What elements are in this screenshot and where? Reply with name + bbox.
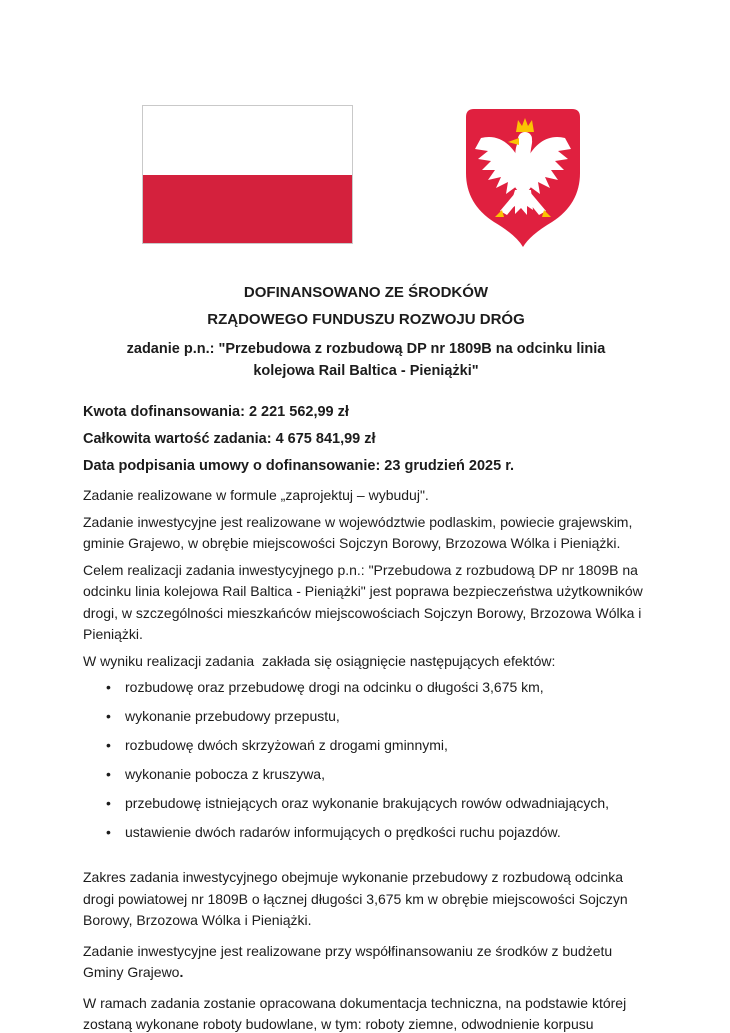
bullet-ditches: • przebudowę istniejących oraz wykonanie brakujących rowów odwadniających, xyxy=(83,793,649,814)
bullet-marker: • xyxy=(106,708,111,724)
paragraph-formula: Zadanie realizowane w formule „zaprojektuj – wybuduj". xyxy=(83,487,429,503)
document-header xyxy=(0,0,730,250)
paragraph-location: Zadanie inwestycyjne jest realizowane w województwie podlaskim, powiecie grajewskim, gminie Grajewo, w obrębie miejscowości Sojczyn Borowy, Brzozowa Wólka i Pieniążki. xyxy=(83,513,637,551)
flag-red-stripe xyxy=(143,175,352,244)
bullet-marker: • xyxy=(106,824,111,840)
bullet-shoulder: • wykonanie pobocza z kruszywa, xyxy=(83,764,649,785)
funding-facts xyxy=(83,404,649,474)
bullet-marker: • xyxy=(106,766,111,782)
bullet-marker: • xyxy=(106,795,111,811)
poland-flag-icon xyxy=(142,105,353,244)
document-body xyxy=(83,250,649,1033)
fact-funding-amount: Kwota dofinansowania: 2 221 562,99 zł xyxy=(83,404,349,420)
bullet-intersections: • rozbudowę dwóch skrzyżowań z drogami gminnymi, xyxy=(83,735,649,756)
title-task-name: zadanie p.n.: "Przebudowa z rozbudową DP nr 1809B na odcinku linia kolejowa Rail Baltica - Pieniążki" xyxy=(126,341,610,379)
effects-bullet-list xyxy=(83,677,649,843)
bullet-radars: • ustawienie dwóch radarów informujących o prędkości ruchu pojazdów. xyxy=(83,822,649,843)
paragraph-cofinancing: Zadanie inwestycyjne jest realizowane przy współfinansowaniu ze środków z budżetu Gminy Grajewo. xyxy=(83,942,617,980)
title-funding-source-line1: DOFINANSOWANO ZE ŚRODKÓW xyxy=(243,284,489,301)
bullet-marker: • xyxy=(106,679,111,695)
bold-period: . xyxy=(179,964,184,980)
bullet-marker: • xyxy=(106,737,111,753)
paragraph-goal: Celem realizacji zadania inwestycyjnego p.n.: "Przebudowa z rozbudową DP nr 1809B na odcinku linia kolejowa Rail Baltica - Pieniążki" jest poprawa bezpieczeństwa użytkowników drogi, w szczególności mieszkańców miejscowościach Sojczyn Borowy, Brzozowa Wólka i Pieniążki. xyxy=(83,561,647,642)
title-funding-source-line2: RZĄDOWEGO FUNDUSZU ROZWOJU DRÓG xyxy=(207,311,525,328)
flag-white-stripe xyxy=(143,106,352,175)
bullet-culvert: • wykonanie przebudowy przepustu, xyxy=(83,706,649,727)
paragraph-scope: Zakres zadania inwestycyjnego obejmuje wykonanie przebudowy z rozbudową odcinka drogi powiatowej nr 1809B o łącznej długości 3,675 km w obrębie miejscowości Sojczyn Borowy, Brzozowa Wólka i Pieniążki. xyxy=(83,869,632,928)
poland-coat-of-arms-icon xyxy=(464,107,582,249)
fact-agreement-date: Data podpisania umowy o dofinansowanie: 23 grudzień 2025 r. xyxy=(83,458,515,474)
paragraph-documentation: W ramach zadania zostanie opracowana dokumentacja techniczna, na podstawie której zostaną wykonane roboty budowlane, w tym: roboty ziemne, odwodnienie korpusu xyxy=(83,994,631,1032)
paragraph-effects-lead: W wyniku realizacji zadania zakłada się osiągnięcie następujących efektów: xyxy=(83,652,556,669)
fact-total-value: Całkowita wartość zadania: 4 675 841,99 zł xyxy=(83,431,376,447)
bullet-road-rebuild: • rozbudowę oraz przebudowę drogi na odcinku o długości 3,675 km, xyxy=(83,677,649,698)
